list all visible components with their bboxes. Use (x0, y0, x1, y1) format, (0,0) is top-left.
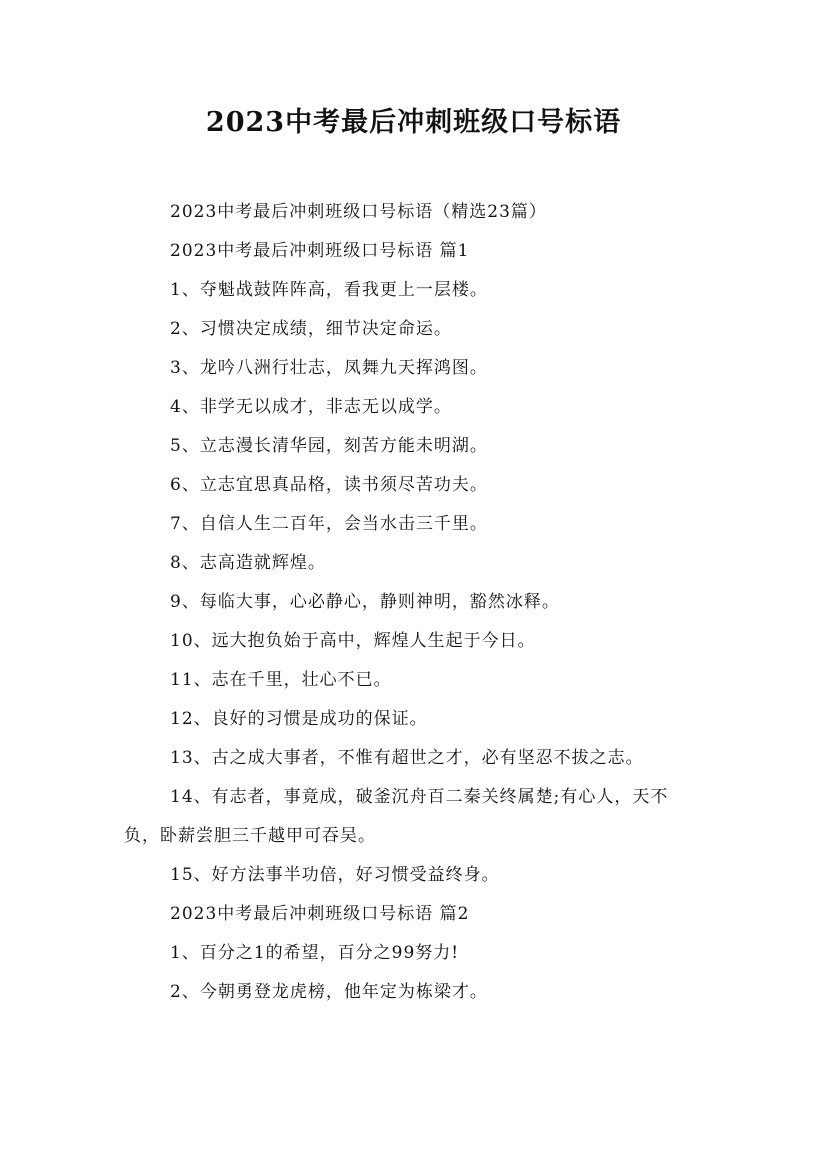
slogan-item: 8、志高造就辉煌。 (170, 553, 326, 573)
slogan-item: 2、今朝勇登龙虎榜，他年定为栋梁才。 (170, 982, 488, 1002)
slogan-item: 10、远大抱负始于高中，辉煌人生起于今日。 (170, 631, 536, 651)
section-heading-2: 2023中考最后冲刺班级口号标语 篇2 (170, 904, 470, 924)
slogan-item: 1、百分之1的希望，百分之99努力! (170, 943, 460, 963)
slogan-item: 12、良好的习惯是成功的保证。 (170, 709, 428, 729)
section-heading-1: 2023中考最后冲刺班级口号标语 篇1 (170, 241, 470, 261)
slogan-item: 3、龙吟八洲行壮志，凤舞九天挥鸿图。 (170, 358, 488, 378)
slogan-item: 2、习惯决定成绩，细节决定命运。 (170, 319, 452, 339)
slogan-item: 14、有志者，事竟成，破釜沉舟百二秦关终属楚;有心人，天不负，卧薪尝胆三千越甲可吞吴。 (124, 787, 669, 846)
slogan-item: 9、每临大事，心必静心，静则神明，豁然冰释。 (170, 592, 560, 612)
slogan-item: 4、非学无以成才，非志无以成学。 (170, 397, 452, 417)
slogan-item: 13、古之成大事者，不惟有超世之才，必有坚忍不拔之志。 (170, 748, 644, 768)
slogan-item: 6、立志宜思真品格，读书须尽苦功夫。 (170, 475, 488, 495)
document-title: 2023中考最后冲刺班级口号标语 (205, 107, 622, 138)
slogan-item: 11、志在千里，壮心不已。 (170, 670, 392, 690)
slogan-item: 15、好方法事半功倍，好习惯受益终身。 (170, 865, 500, 885)
document-body (124, 193, 704, 1012)
slogan-item: 1、夺魁战鼓阵阵高，看我更上一层楼。 (170, 280, 488, 300)
slogan-item: 5、立志漫长清华园，刻苦方能未明湖。 (170, 436, 488, 456)
paragraph-subtitle: 2023中考最后冲刺班级口号标语（精选23篇） (170, 202, 547, 222)
slogan-item: 7、自信人生二百年，会当水击三千里。 (170, 514, 488, 534)
